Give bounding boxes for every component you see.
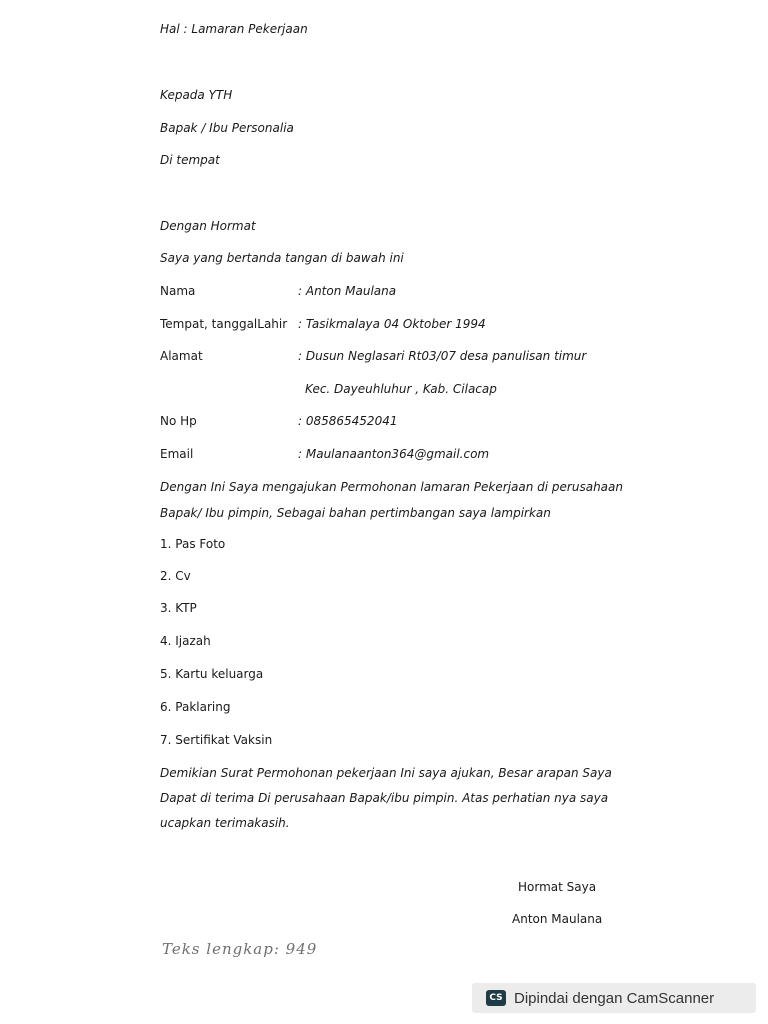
field-value-nohp: : 085865452041 [298,414,398,428]
field-value-alamat-cont: Kec. Dayeuhluhur , Kab. Cilacap [305,382,497,396]
attachment-item: 6. Paklaring [160,700,231,714]
camscanner-logo-icon: CS [486,990,506,1006]
field-label-alamat: Alamat [160,349,203,363]
camscanner-badge-text: Dipindai dengan CamScanner [514,989,715,1007]
field-value-alamat: : Dusun Neglasari Rt03/07 desa panulisan timur [298,349,587,363]
sign-off: Hormat Saya [518,880,597,894]
signer-name: Anton Maulana [512,912,603,926]
addressee-line-2: Bapak / Ibu Personalia [160,121,294,135]
closing-line-1: Demikian Surat Permohonan pekerjaan Ini saya ajukan, Besar arapan Saya [160,766,612,780]
greeting: Dengan Hormat [160,219,256,233]
attachment-item: 2. Cv [160,569,191,583]
attachment-item: 5. Kartu keluarga [160,667,264,681]
field-value-ttl: : Tasikmalaya 04 Oktober 1994 [298,317,486,331]
field-label-email: Email [160,447,194,461]
letter-subject: Hal : Lamaran Pekerjaan [160,22,308,36]
addressee-line-3: Di tempat [160,153,220,167]
intro-line: Saya yang bertanda tangan di bawah ini [160,251,404,265]
teks-lengkap-note: Teks lengkap: 949 [162,940,318,958]
closing-line-3: ucapkan terimakasih. [160,816,290,830]
field-label-ttl: Tempat, tanggalLahir [160,317,288,331]
request-line-2: Bapak/ Ibu pimpin, Sebagai bahan pertimbangan saya lampirkan [160,506,551,520]
closing-line-2: Dapat di terima Di perusahaan Bapak/ibu pimpin. Atas perhatian nya saya [160,791,609,805]
field-value-email: : Maulanaanton364@gmail.com [298,447,490,461]
field-label-nohp: No Hp [160,414,197,428]
field-label-nama: Nama [160,284,196,298]
attachment-item: 3. KTP [160,601,197,615]
attachment-item: 1. Pas Foto [160,537,226,551]
camscanner-badge [472,983,756,1013]
attachment-item: 7. Sertifikat Vaksin [160,733,273,747]
field-value-nama: : Anton Maulana [298,284,397,298]
addressee-line-1: Kepada YTH [160,88,233,102]
attachment-item: 4. Ijazah [160,634,211,648]
request-line-1: Dengan Ini Saya mengajukan Permohonan lamaran Pekerjaan di perusahaan [160,480,623,494]
